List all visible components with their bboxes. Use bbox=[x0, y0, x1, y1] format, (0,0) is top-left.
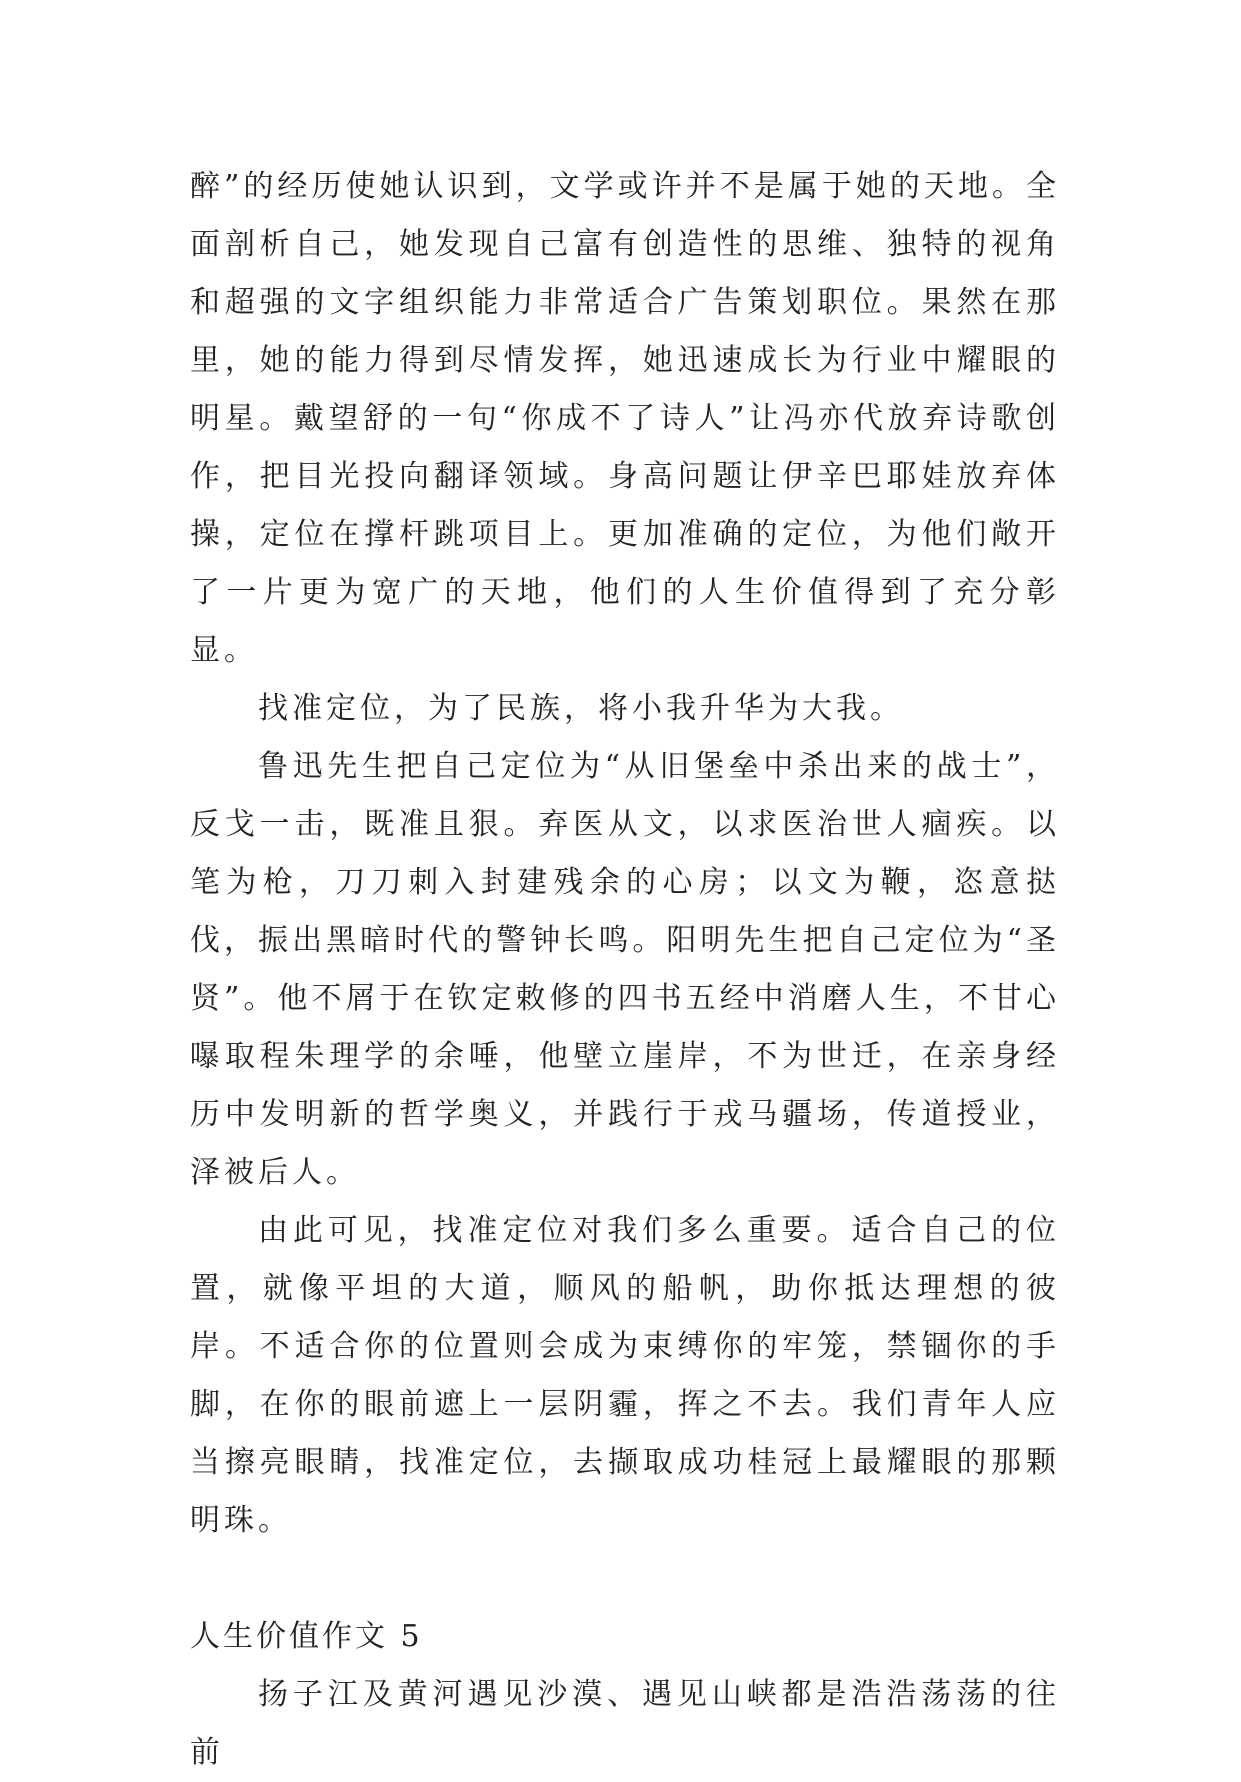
section-gap bbox=[190, 1550, 1060, 1608]
paragraph-thesis: 找准定位，为了民族，将小我升华为大我。 bbox=[258, 691, 904, 726]
paragraph-examples: 鲁迅先生把自己定位为“从旧堡垒中杀出来的战士”，反戈一击，既准且狠。弃医从文，以求医治世人痼疾。以笔为枪，刀刀刺入封建残余的心房；以文为鞭，恣意挞伐，振出黑暗时代的警钟长鸣。阳明先生把自己定位为“圣贤”。他不屑于在钦定敕修的四书五经中消磨人生，不甘心嚗取程朱理学的余唾，他壁立崖岸，不为世迁，在亲身经历中发明新的哲学奥义，并践行于戎马疆场，传道授业，泽被后人。 bbox=[190, 749, 1060, 1190]
paragraph-continued: 醉”的经历使她认识到，文学或许并不是属于她的天地。全面剖析自己，她发现自己富有创造性的思维、独特的视角和超强的文字组织能力非常适合广告策划职位。果然在那里，她的能力得到尽情发挥，她迅速成长为行业中耀眼的明星。戴望舒的一句“你成不了诗人”让冯亦代放弃诗歌创作，把目光投向翻译领域。身高问题让伊辛巴耶娃放弃体操，定位在撑杆跳项目上。更加准确的定位，为他们敞开了一片更为宽广的天地，他们的人生价值得到了充分彰显。 bbox=[190, 169, 1060, 668]
paragraph-conclusion: 由此可见，找准定位对我们多么重要。适合自己的位置，就像平坦的大道，顺风的船帆，助你抵达理想的彼岸。不适合你的位置则会成为束缚你的牢笼，禁锢你的手脚，在你的眼前遮上一层阴霾，挥之不去。我们青年人应当擦亮眼睛，找准定位，去撷取成功桂冠上最耀眼的那颗明珠。 bbox=[190, 1213, 1060, 1538]
section-heading: 人生价值作文 5 bbox=[190, 1619, 423, 1654]
paragraph-opening: 扬子江及黄河遇见沙漠、遇见山峡都是浩浩荡荡的往前 bbox=[190, 1677, 1060, 1770]
document-body bbox=[190, 158, 1060, 1782]
